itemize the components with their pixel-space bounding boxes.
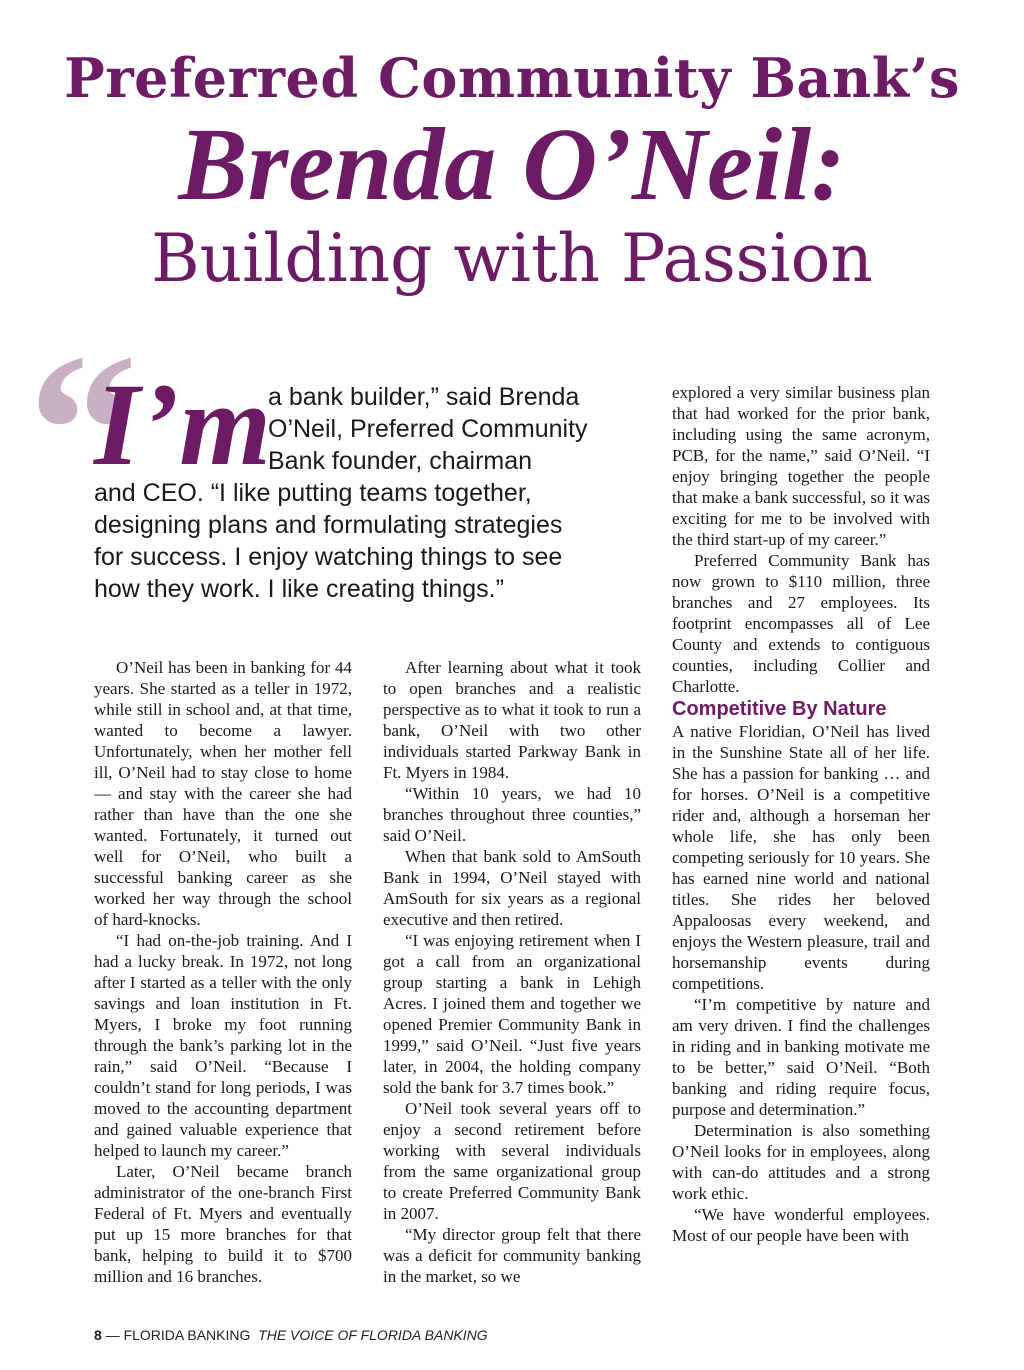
paragraph: Preferred Community Bank has now grown to $110 million, three branches and 27 employees. Its footprint encompasses all of Lee County and extends to contiguous counties, including Collier and Charlotte. — [672, 551, 930, 696]
pullquote-line: for success. I enjoy watching things to see — [94, 543, 563, 571]
paragraph: A native Floridian, O’Neil has lived in the Sunshine State all of her life. She has a passion for banking … and for horses. O’Neil is a competitive rider and, although a horseman her whole life, she has only been competing seriously for 10 years. She has earned nine world and national titles. She rides her beloved Appaloosas every weekend, and enjoys the Western pleasure, trail and horsemanship events during competitions. — [672, 722, 930, 993]
paragraph: Later, O’Neil became branch administrator of the one-branch First Federal of Ft. Myers and eventually put up 15 more branches for that bank, helping to build it to $700 million and 16 branches. — [94, 1162, 352, 1286]
paragraph: explored a very similar business plan that had worked for the prior bank, including using the same acronym, PCB, for the name,” said O’Neil. “I enjoy bringing together the people that make a bank successful, so it was exciting for me to be involved with the third start-up of my career.” — [672, 383, 930, 549]
pullquote-line: how they work. I like creating things.” — [94, 575, 504, 603]
headline-person-name: Brenda O’Neil: — [178, 107, 846, 222]
paragraph: “I had on-the-job training. And I had a lucky break. In 1972, not long after I started as a teller with the only savings and loan institution in Ft. Myers, I broke my foot running through the bank’s parking lot in the rain,” said O’Neil. “Because I couldn’t stand for long periods, I was moved to the accounting department and gained valuable experience that helped to launch my career.” — [94, 931, 352, 1160]
pullquote-line: a bank builder,” said Brenda — [268, 383, 580, 411]
pullquote-line: designing plans and formulating strategies — [94, 511, 563, 539]
pullquote-line: and CEO. “I like putting teams together, — [94, 479, 532, 507]
publication-tagline: THE VOICE OF FLORIDA BANKING — [258, 1327, 488, 1343]
paragraph: “We have wonderful employees. Most of our people have been with — [672, 1205, 930, 1245]
pullquote-line: O’Neil, Preferred Community — [268, 415, 588, 443]
article-column-1 — [94, 657, 352, 1287]
paragraph: “My director group felt that there was a deficit for community banking in the market, so we — [383, 1225, 641, 1286]
paragraph: “Within 10 years, we had 10 branches throughout three counties,” said O’Neil. — [383, 784, 641, 845]
quote-mark-icon: “ — [28, 308, 138, 552]
paragraph: O’Neil has been in banking for 44 years. She started as a teller in 1972, while still in school and, at that time, wanted to become a lawyer. Unfortunately, when her mother fell ill, O’Neil had to stay close to home — and stay with the career she had rather than have than the one she wanted. Fortunately, it turned out well for O’Neil, who built a successful banking career as she worked her way through the school of hard-knocks. — [94, 658, 352, 929]
paragraph: Determination is also something O’Neil looks for in employees, along with can-do attitudes and a strong work ethic. — [672, 1121, 930, 1203]
paragraph: “I was enjoying retirement when I got a call from an organizational group starting a bank in Lehigh Acres. I joined them and together we opened Premier Community Bank in 1999,” said O’Neil. “Just five years later, in 2004, the holding company sold the bank for 3.7 times book.” — [383, 931, 641, 1097]
pullquote-line: Bank founder, chairman — [268, 447, 533, 475]
article-column-3 — [672, 382, 930, 1246]
footer-separator: — — [105, 1327, 120, 1343]
headline-subtitle: Building with Passion — [151, 220, 873, 297]
paragraph: “I’m competitive by nature and am very driven. I find the challenges in riding and in banking motivate me to be better,” said O’Neil. “Both banking and riding require focus, purpose and determination.” — [672, 995, 930, 1119]
paragraph: After learning about what it took to open branches and a realistic perspective as to what it took to run a bank, O’Neil with two other individuals started Parkway Bank in Ft. Myers in 1984. — [383, 658, 641, 782]
drop-cap: I’m — [94, 359, 271, 490]
headline-bank-name: Preferred Community Bank’s — [64, 46, 960, 110]
article-column-2 — [383, 657, 641, 1287]
section-subhead: Competitive By Nature — [672, 698, 887, 720]
paragraph: When that bank sold to AmSouth Bank in 1994, O’Neil stayed with AmSouth for six years as a regional executive and then retired. — [383, 847, 641, 929]
publication-name: FLORIDA BANKING — [123, 1327, 251, 1343]
paragraph: O’Neil took several years off to enjoy a second retirement before working with several individuals from the same organizational group to create Preferred Community Bank in 2007. — [383, 1099, 641, 1223]
page-number: 8 — [94, 1327, 102, 1343]
page-footer — [94, 1327, 488, 1343]
